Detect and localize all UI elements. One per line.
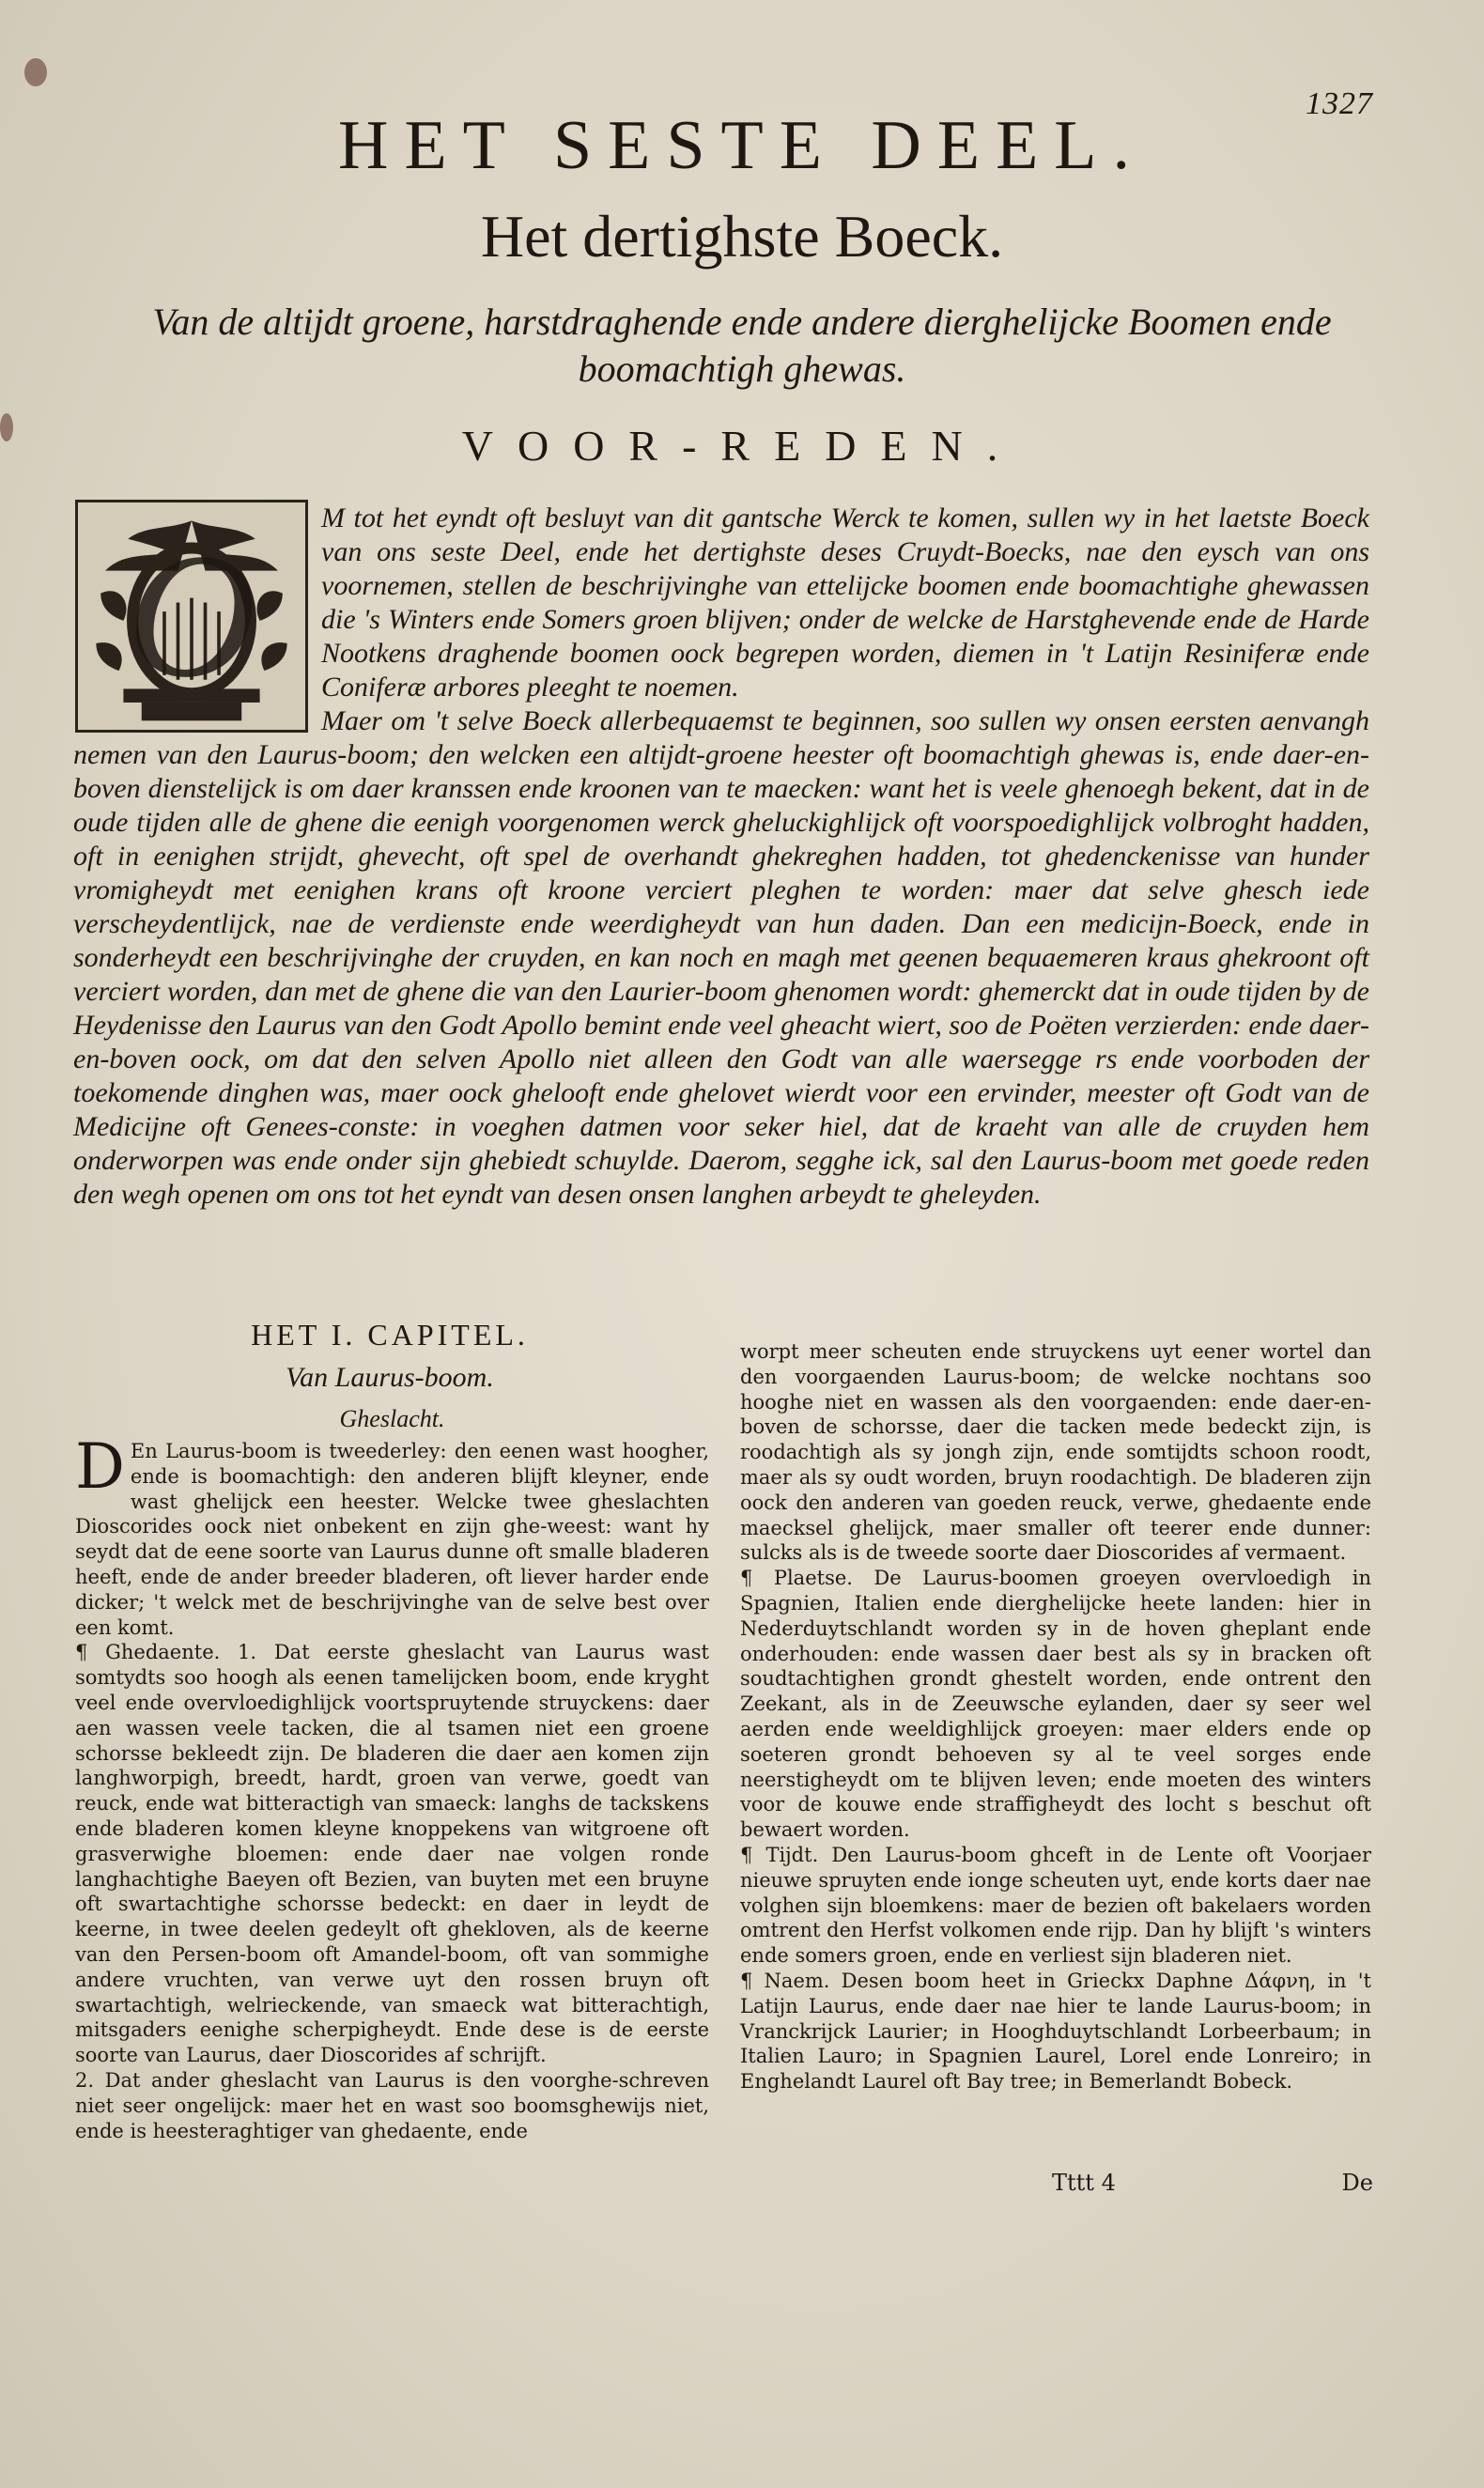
book-title: Het dertighste Boeck. [480, 203, 1004, 270]
initial-spacer [73, 502, 321, 736]
page-number: 1327 [1306, 86, 1373, 121]
initial-letter: O [127, 518, 256, 715]
left-column [75, 1405, 709, 2143]
right-paragraph-4: ¶ Naem. Desen boom heet in Grieckx Daphne Δάφνη, in 't Latijn Laurus, ende daer nae hier te lande Laurus-boom; in Vranckrijck Laurier; in Hooghduytschlandt Lorbeerbaum; in Italien Lauro; in Spagnien Laurel, Lorel ende Lonreiro; in Enghelandt Laurel oft Bay tree; in Bemerlandt Bobeck. [740, 1969, 1371, 2094]
preface-paragraph-1: M tot het eyndt oft besluyt van dit gantsche Werck te komen, sullen wy in het laetste Boeck van ons seste Deel, ende het dertighste deses Cruydt-Boecks, nae den eysch van ons voornemen, stellen de beschrijvinghe van ettelijcke boomen ende boomachtighe ghewassen die 's Winters ende Somers groen blijven; onder de welcke de Harstghevende ende de Harde Nootkens draghende boomen oock begrepen worden, diemen in 't Latijn Resiniferæ ende Coniferæ arbores pleeght te noemen. [321, 502, 1369, 703]
section-label-gheslacht: Gheslacht. [339, 1405, 445, 1432]
left-paragraph-3: 2. Dat ander gheslacht van Laurus is den voorghe-schreven niet seer ongelijck: maer het en wast soo boomsghewijs niet, ende is heesteraghtiger van ghedaente, ende [75, 2068, 709, 2142]
right-paragraph-3: ¶ Tijdt. Den Laurus-boom ghceft in de Lente oft Voorjaer nieuwe spruyten ende ionge scheuten uyt, ende korts daer nae volghen sijn bloemkens: maer de bezien oft bakelaers worden omtrent den Herfst volkomen ende rijp. Dan hy blijft 's winters ende somers groen, ende en verliest sijn bladeren niet. [740, 1843, 1371, 1968]
preface-text [73, 502, 1369, 1212]
page-stain-top [24, 58, 47, 86]
catchword: De [1341, 2170, 1373, 2196]
right-paragraph-1: worpt meer scheuten ende struyckens uyt eener wortel dan den voorgaenden Laurus-boom; de welcke nochtans soo hooghe niet en wassen als den voorgaenden: ende daer-en-boven de schorsse, daer die tacken mede bedeckt zijn, is roodachtigh als sy jongh zijn, ende somtijdts schoon roodt, maer als sy oudt worden, bruyn roodachtigh. De bladeren zijn oock den anderen van goeden reuck, verwe, ghedaente ende maecksel ghelijck, maer smaller oft teerer ende dunner: sulcks als is de tweede soorte daer Dioscorides af vermaent. [740, 1340, 1371, 1565]
left-paragraph-1: En Laurus-boom is tweederley: den eenen wast hoogher, ende is boomachtigh: den anderen blijft kleyner, ende wast ghelijck een heester. Welcke twee gheslachten Dioscorides oock niet onbekent en zijn ghe-weest: want hy seydt dat de eene soorte van Laurus dunne oft smalle bladeren heeft, ende de ander breeder bladeren, oft liever harder ende dicker; 't welck met de beschrijvinghe van de selve best over een komt. [75, 1440, 709, 1639]
chapter-heading: HET I. CAPITEL. [251, 1318, 529, 1352]
left-paragraph-2: ¶ Ghedaente. 1. Dat eerste gheslacht van Laurus wast somtydts soo hoogh als eenen tamelijcken boom, ende kryght veel ende overvloedighlijck voortspruytende struyckens: daer aen wassen veele tacken, die al tsamen niet een groene schorsse bekleedt zijn. De bladeren die daer aen komen zijn langhworpigh, breedt, hardt, groen van verwe, goedt van reuck, ende wat bitteractigh van smaeck: langhs de tackskens ende bladeren komen kleyne knoppekens van witgroene oft grasverwighe bloemen: ende daer nae volgen ronde langhachtighe Baeyen oft Bezien, van buyten met een bruyne oft swartachtighe schorsse bedeckt: en daer in leydt de keerne, in twee deelen gedeylt oft ghekloven, als de keerne van den Persen-boom oft Amandel-boom, oft van sommighe andere vruchten, van verwe uyt den rossen bruyn oft swartachtigh, welrieckende, van smaeck wat bitterachtigh, mitsgaders eenighe scherpigheydt. Ende dese is de eerste soorte van Laurus, daer Dioscorides af schrijft. [75, 1641, 709, 2067]
right-column [740, 1339, 1371, 2094]
part-title: HET SESTE DEEL. [338, 107, 1146, 184]
book-subtitle: Van de altijdt groene, harstdraghende ende andere dierghelijcke Boomen ende boomachtigh ghewas. [152, 301, 1332, 390]
chapter-dropcap: D [75, 1430, 125, 1503]
preface-heading: VOOR-REDEN. [461, 422, 1023, 470]
right-paragraph-2: ¶ Plaetse. De Laurus-boomen groeyen overvloedigh in Spagnien, Italien ende dierghelijcke heete landen: hier in Nederduytschlandt worden sy in de hoven gheplant ende onderhouden: ende wassen daer best als sy in bracken oft soudtachtighen grondt ghestelt worden, ende ontrent den Zeekant, als in de Zeeuwsche eylanden, daer sy seer wel aerden ende weeldighlijck groeyen: maer elders ende op soeteren grondt behoeven sy al te veel sorges ende neerstigheydt om te blijven leven; ende moeten des winters voor de kouwe ende straffigheydt des locht s beschut oft bewaert worden. [740, 1567, 1371, 1842]
preface-paragraph-2: Maer om 't selve Boeck allerbequaemst te beginnen, soo sullen wy onsen eersten aenvangh nemen van den Laurus-boom; den welcken een altijdt-groene heester oft boomachtigh ghewas is, ende daer-en-boven dienstelijck is om daer kranssen ende kroonen van te maecken: want het is veele ghenoegh bekent, dat in de oude tijden alle de ghene die eenigh voorgenomen werck gheluckighlijck oft voorspoedighlijck volbroght hadden, oft in eenighen strijdt, ghevecht, oft spel de overhandt ghekreghen hadden, tot ghedenckenisse van hunder vromigheydt met eenighen krans oft kroone verciert pleghen te worden: maer dat selve ghesch iede verscheydentlijck, nae de verdienste ende weerdigheydt van hun daden. Dan een medicijn-Boeck, ende in sonderheydt een beschrijvinghe der cruyden, en kan noch en magh met geenen bequaemeren kraus ghekroont oft verciert worden, dan met de ghene die van den Laurier-boom ghenomen wordt: ghemerckt dat in oude tijden by de Heydenisse den Laurus van den Godt Apollo bemint ende veel gheacht wiert, soo de Poëten verzierden: ende daer-en-boven oock, om dat den selven Apollo niet alleen den Godt van alle waersegge rs ende voorboden der toekomende dinghen was, maer oock ghelooft ende ghelovet wierdt voor een ervinder, meester oft Godt van de Medicijne oft Genees-conste: in voeghen datmen voor seker hiel, dat de kraeht van alle de cruyden hem onderworpen was ende onder sijn ghebiedt schuylde. Daerom, segghe ick, sal den Laurus-boom met goede reden den wegh openen om ons tot het eyndt van desen onsen langhen arbeydt te gheleyden. [73, 705, 1369, 1210]
signature-mark: Tttt 4 [1052, 2170, 1116, 2196]
chapter-subheading: Van Laurus-boom. [286, 1362, 494, 1393]
